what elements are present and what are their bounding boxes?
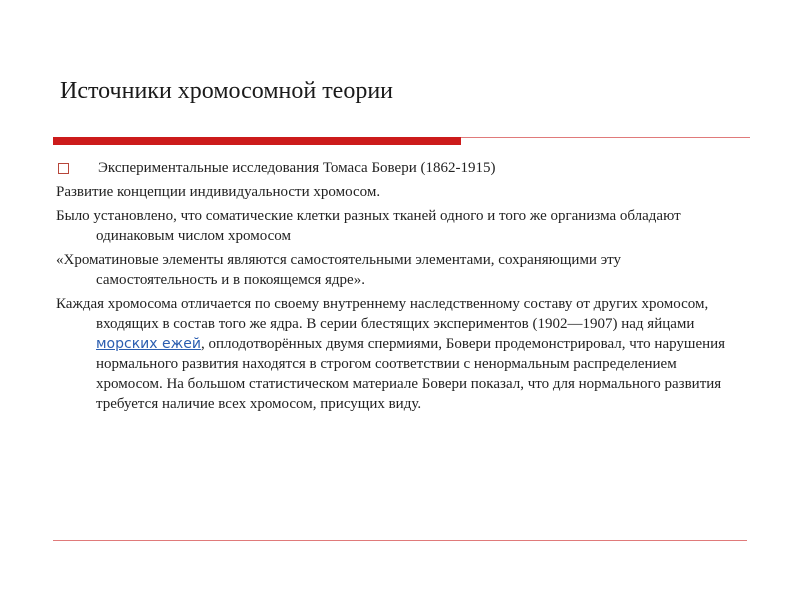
- square-bullet-icon: [58, 163, 69, 174]
- slide-title: Источники хромосомной теории: [60, 78, 394, 104]
- list-item-text: Развитие концепции индивидуальности хромосом.: [56, 184, 381, 200]
- list-item-text: , оплодотворённых двумя спермиями, Бовери продемонстрировал, что нарушения нормального развития находятся в строгом соответствии с ненормальным распределением хромосом. На большом статистическом материале Бовери показал, что для нормального развития требуется наличие всех хромосом, присущих виду.: [96, 336, 726, 412]
- list-item-text: Было установлено, что соматические клетки разных тканей одного и того же организма обладают одинаковым числом хромосом: [56, 208, 681, 244]
- slide-content: [56, 158, 746, 418]
- sea-urchins-link[interactable]: морских ежей: [96, 336, 201, 352]
- list-item: [56, 294, 746, 414]
- list-item-text: «Хроматиновые элементы являются самостоятельными элементами, сохраняющими эту самостоятельность и в покоящемся ядре».: [56, 252, 622, 288]
- list-item: [56, 158, 746, 178]
- list-item: [56, 250, 746, 290]
- footer-divider: [53, 540, 747, 541]
- list-item: [56, 182, 746, 202]
- list-item-text: Каждая хромосома отличается по своему внутреннему наследственному составу от других хромосом, входящих в состав того же ядра. В серии блестящих экспериментов (1902—1907) над яйцами: [56, 296, 709, 332]
- list-item: [56, 206, 746, 246]
- title-underline-thin: [461, 137, 750, 138]
- list-item-text: Экспериментальные исследования Томаса Бовери (1862-1915): [98, 160, 496, 176]
- title-underline-thick: [53, 137, 461, 145]
